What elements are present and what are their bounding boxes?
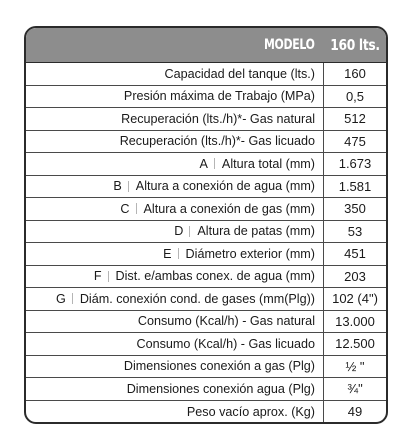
row-label-cell [26, 86, 324, 108]
spec-label: Diámetro exterior (mm) [185, 246, 315, 261]
row-label-cell [26, 153, 324, 175]
table-row [26, 356, 386, 379]
row-label-cell [26, 243, 324, 265]
letter-separator [214, 158, 215, 169]
table-row [26, 131, 386, 154]
spec-label: Dist. e/ambas conex. de agua (mm) [115, 269, 315, 284]
row-label-cell [26, 311, 324, 333]
spec-value: 475 [344, 133, 366, 149]
dimension-letter: E [163, 246, 172, 261]
row-label-cell [26, 108, 324, 130]
spec-value: 53 [347, 223, 363, 239]
header-model-value: 160 lts. [330, 36, 380, 54]
spec-value: ¾" [347, 381, 363, 397]
spec-label: Altura de patas (mm) [197, 224, 315, 239]
row-label-cell [26, 63, 324, 85]
table-row [26, 198, 386, 221]
table-row [26, 333, 386, 356]
dimension-letter: A [199, 156, 208, 171]
spec-label: Recuperación (lts./h)*- Gas licuado [119, 134, 315, 149]
row-label-cell [26, 198, 324, 220]
spec-value: 350 [344, 201, 366, 217]
letter-separator [128, 181, 129, 192]
table-row [26, 243, 386, 266]
spec-value: 49 [347, 404, 363, 420]
letter-separator [136, 203, 137, 214]
dimension-letter: G [56, 291, 66, 306]
dimension-letter: D [174, 224, 184, 239]
spec-label: Consumo (Kcal/h) - Gas natural [137, 314, 315, 329]
table-row [26, 153, 386, 176]
spec-value: 13.000 [335, 313, 375, 329]
spec-label: Altura total (mm) [221, 156, 315, 171]
spec-label: Consumo (Kcal/h) - Gas licuado [136, 336, 315, 351]
spec-value: 451 [344, 246, 366, 262]
letter-separator [108, 271, 109, 282]
dimension-letter: C [120, 201, 130, 216]
spec-label: Altura a conexión de gas (mm) [143, 201, 315, 216]
spec-label: Peso vacío aprox. (Kg) [186, 404, 315, 419]
row-label-cell [26, 356, 324, 378]
table-row [26, 401, 386, 424]
spec-value: 203 [344, 268, 366, 284]
table-row [26, 378, 386, 401]
row-label-cell [26, 266, 324, 288]
spec-value: ½ " [345, 358, 365, 374]
spec-value: 512 [344, 111, 366, 127]
row-label-cell [26, 378, 324, 400]
spec-label: Dimensiones conexión a gas (Plg) [123, 359, 315, 374]
row-label-cell [26, 176, 324, 198]
spec-table [24, 26, 388, 424]
spec-label: Dimensiones conexión agua (Plg) [126, 381, 315, 396]
row-label-cell [26, 333, 324, 355]
spec-label: Presión máxima de Trabajo (MPa) [123, 89, 315, 104]
table-row [26, 288, 386, 311]
table-row [26, 108, 386, 131]
table-row [26, 221, 386, 244]
letter-separator [189, 226, 190, 237]
table-row [26, 63, 386, 86]
letter-separator [72, 293, 73, 304]
spec-value: 0,5 [345, 88, 365, 104]
dimension-letter: F [93, 269, 102, 284]
spec-label: Diám. conexión cond. de gases (mm(Plg)) [79, 291, 315, 306]
spec-label: Recuperación (lts./h)*- Gas natural [121, 111, 315, 126]
row-label-cell [26, 288, 324, 310]
spec-value: 160 [344, 66, 366, 82]
table-body [26, 63, 386, 423]
spec-value: 1.581 [338, 178, 372, 194]
table-row [26, 86, 386, 109]
table-row [26, 311, 386, 334]
row-label-cell [26, 221, 324, 243]
spec-label: Altura a conexión de agua (mm) [135, 179, 315, 194]
spec-label: Capacidad del tanque (lts.) [164, 66, 315, 81]
dimension-letter: B [113, 179, 122, 194]
header-model-label: MODELO [263, 37, 315, 53]
row-label-cell [26, 131, 324, 153]
spec-value: 102 (4") [332, 291, 378, 307]
spec-value: 12.500 [335, 336, 375, 352]
row-label-cell [26, 401, 324, 424]
letter-separator [178, 248, 179, 259]
table-row [26, 266, 386, 289]
spec-value: 1.673 [338, 156, 372, 172]
table-header [26, 28, 386, 63]
table-row [26, 176, 386, 199]
